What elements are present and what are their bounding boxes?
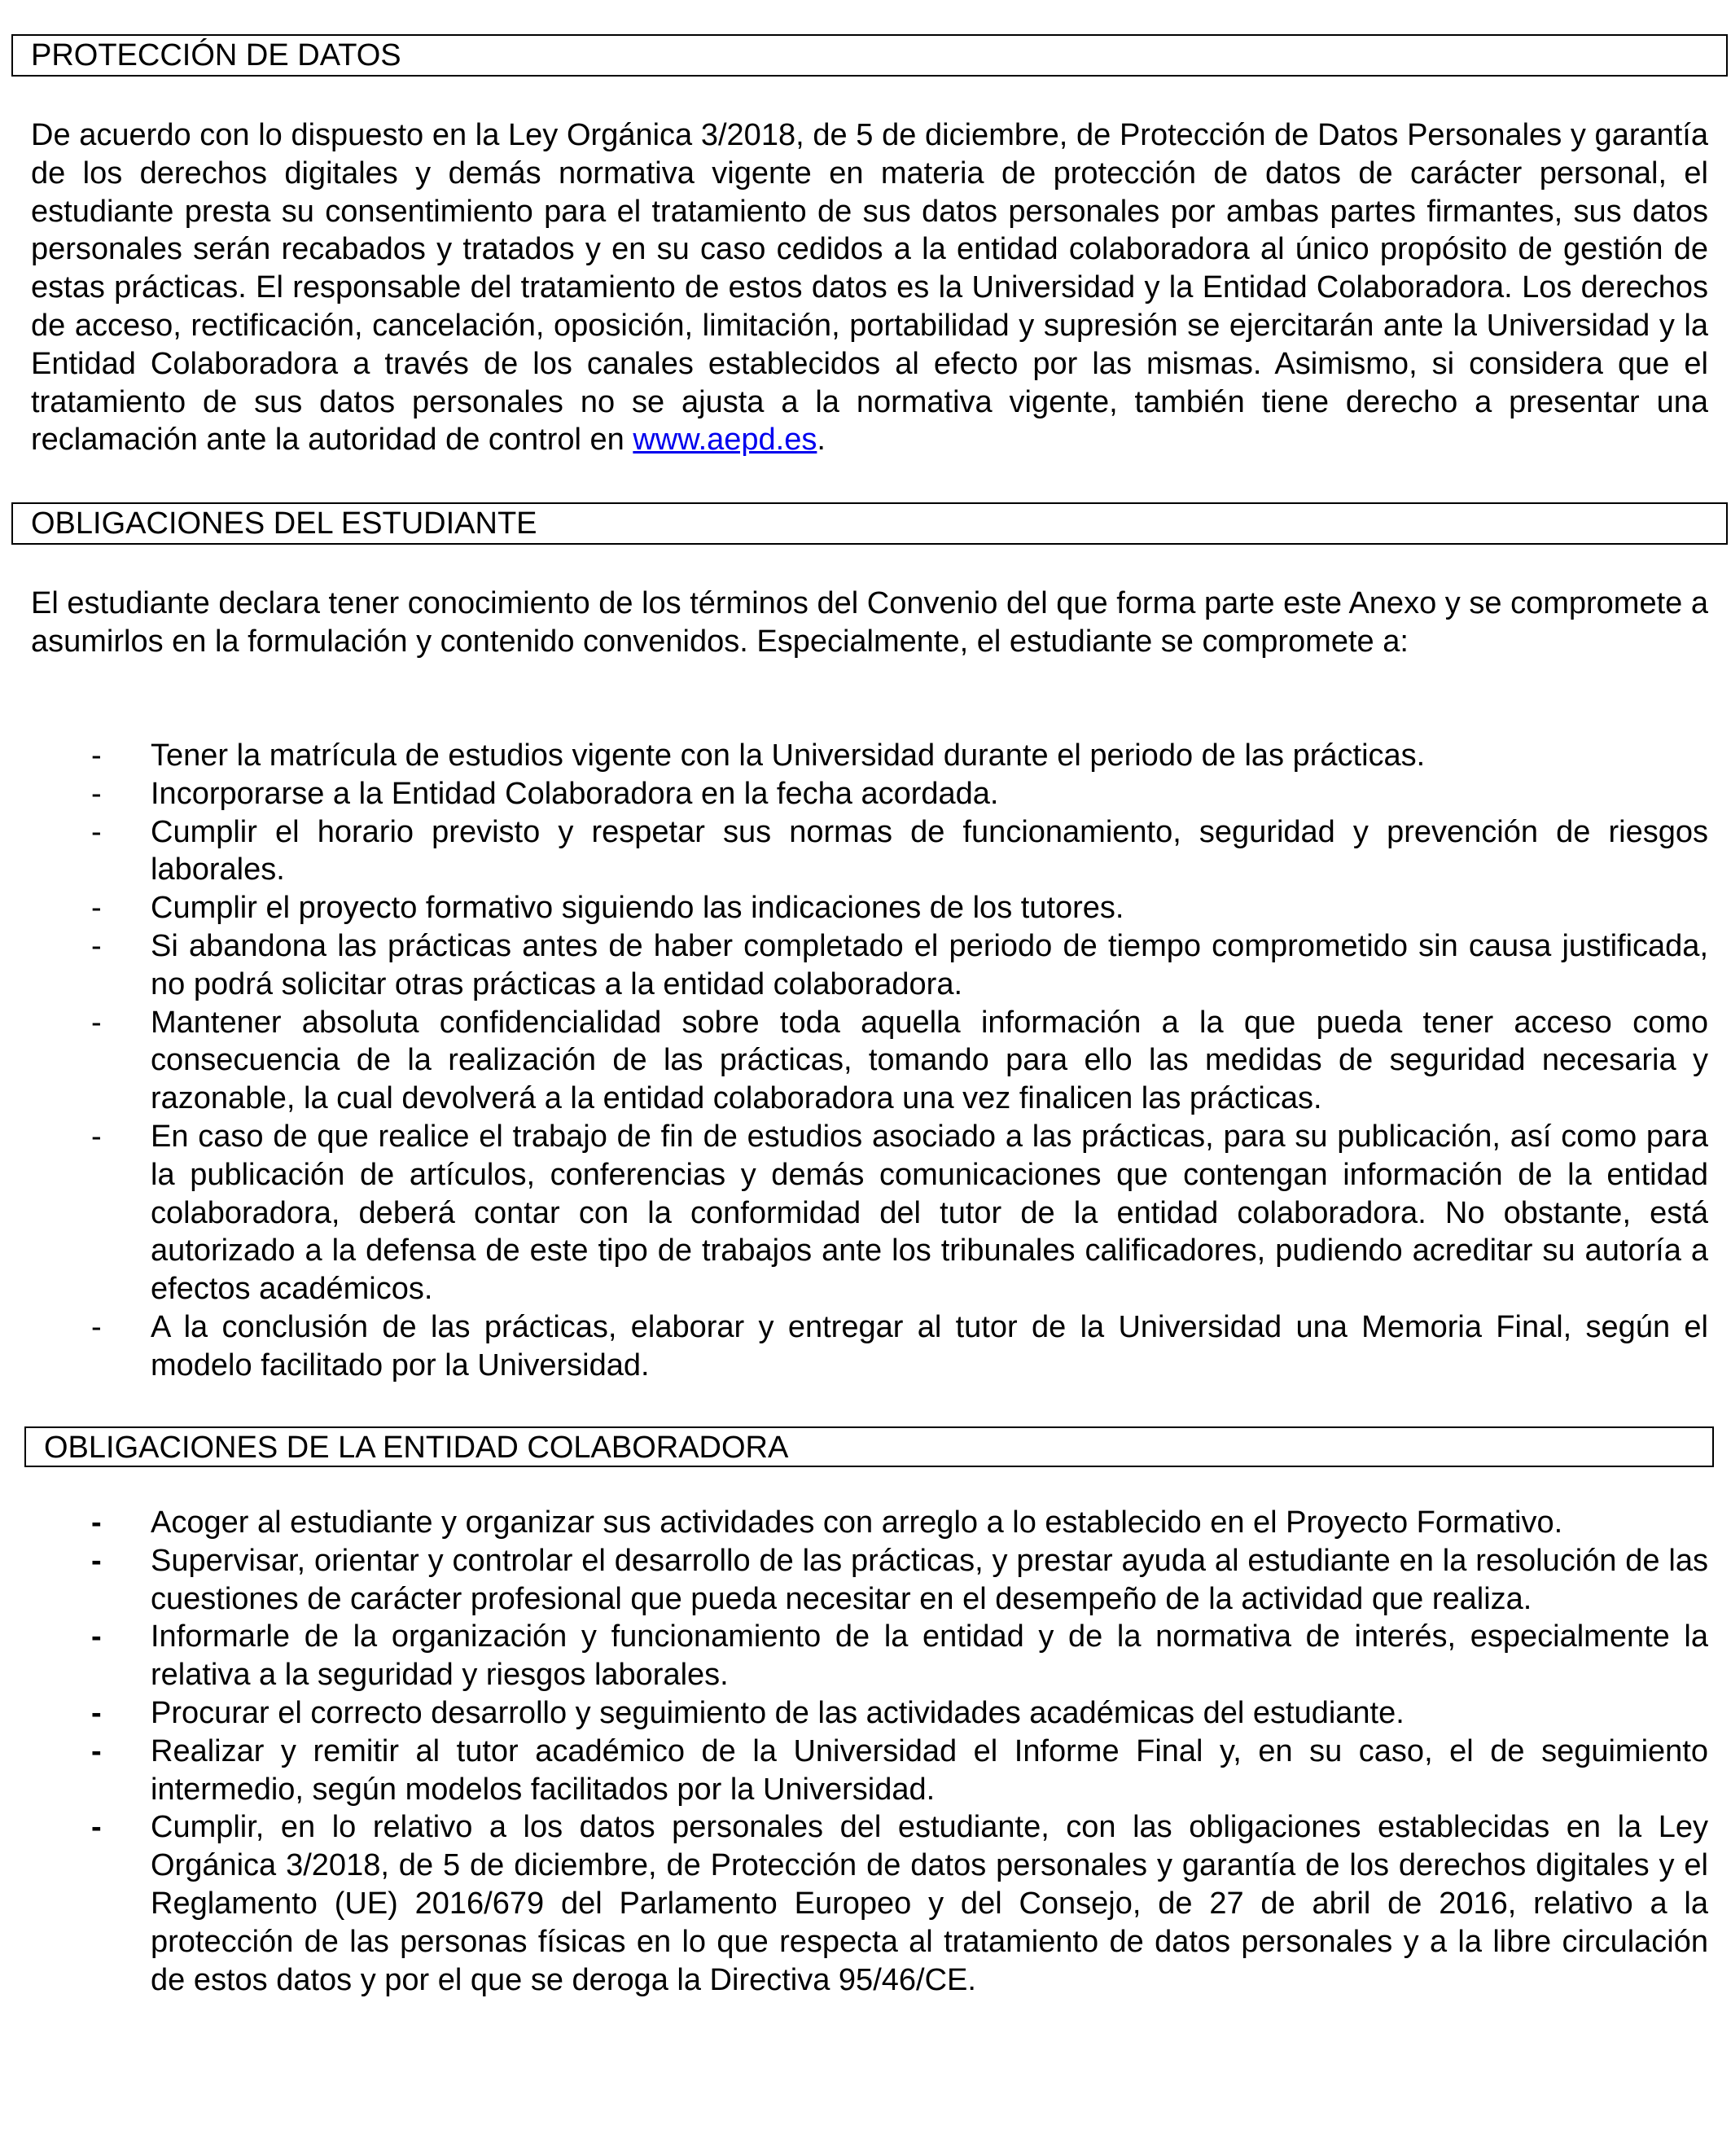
paragraph-obligaciones-estudiante-intro: El estudiante declara tener conocimiento de los términos del Convenio del que forma parte este Anexo y se compromete a asumirlos en la formulación y contenido convenidos. Especialmente, el estudiante se compromete a: [31,586,1708,659]
list-item-text: Informarle de la organización y funcionamiento de la entidad y de la normativa de interés, especialmente la relativa a la seguridad y riesgos laborales. [151,1619,1708,1693]
section-header-proteccion-datos: PROTECCIÓN DE DATOS [11,34,1728,77]
list-item [0,889,1708,927]
list-item [0,1118,1708,1308]
paragraph-proteccion-datos-text: De acuerdo con lo dispuesto en la Ley Orgánica 3/2018, de 5 de diciembre, de Protección de Datos Personales y garantía de los derechos digitales y demás normativa vigente en materia de protección de datos de carácter personal, el estudiante presta su consentimiento para el tratamiento de sus datos personales por ambas partes firmantes, sus datos personales serán recabados y tratados y en su caso cedidos a la entidad colaboradora al único propósito de gestión de estas prácticas. El responsable del tratamiento de estos datos es la Universidad y la Entidad Colaboradora. Los derechos de acceso, rectificación, cancelación, oposición, limitación, portabilidad y supresión se ejercitarán ante la Universidad y la Entidad Colaboradora a través de los canales establecidos al efecto por las mismas. Asimismo, si considera que el tratamiento de sus datos personales no se ajusta a la normativa vigente, también tiene derecho a presentar una reclamación ante la autoridad de control en [31,118,1708,458]
list-item [0,737,1708,775]
paragraph-proteccion-datos-end: . [817,423,826,458]
list-item [0,927,1708,1004]
list-bullet-dash: - [91,1119,102,1154]
list-item [0,1694,1708,1733]
list-item-text: Tener la matrícula de estudios vigente con la Universidad durante el periodo de las prácticas. [151,738,1426,773]
list-bullet-dash: - [91,891,102,926]
list-item-text: En caso de que realice el trabajo de fin de estudios asociado a las prácticas, para su publicación, así como para la publicación de artículos, conferencias y demás comunicaciones que contengan información de la entidad colaboradora, deberá contar con la conformidad del tutor de la entidad colaboradora. No obstante, está autorizado a la defensa de este tipo de trabajos ante los tribunales calificadores, pudiendo acreditar su autoría a efectos académicos. [151,1119,1708,1307]
list-item [0,1733,1708,1809]
list-item [0,1504,1708,1542]
list-item [0,1808,1708,1999]
section-header-obligaciones-estudiante: OBLIGACIONES DEL ESTUDIANTE [11,502,1728,545]
section-header-obligaciones-entidad: OBLIGACIONES DE LA ENTIDAD COLABORADORA [24,1426,1714,1467]
list-item [0,813,1708,890]
list-item-text: Realizar y remitir al tutor académico de la Universidad el Informe Final y, en su caso, el de seguimiento intermedio, según modelos facilitados por la Universidad. [151,1733,1708,1807]
list-item-text: Procurar el correcto desarrollo y seguimiento de las actividades académicas del estudiante. [151,1695,1405,1730]
list-bullet-dash: - [91,1733,102,1768]
list-item [0,1542,1708,1619]
list-bullet-dash: - [91,928,102,963]
list-item-text: A la conclusión de las prácticas, elaborar y entregar al tutor de la Universidad una Memoria Final, según el modelo facilitado por la Universidad. [151,1309,1708,1383]
list-item-text: Cumplir el horario previsto y respetar sus normas de funcionamiento, seguridad y prevención de riesgos laborales. [151,814,1708,887]
list-item [0,1618,1708,1694]
list-bullet-dash: - [91,1695,102,1730]
aepd-link[interactable]: www.aepd.es [633,423,817,458]
paragraph-proteccion-datos [31,116,1708,459]
obligaciones-entidad-list [0,1504,1710,1999]
list-item-text: Cumplir, en lo relativo a los datos personales del estudiante, con las obligaciones establecidas en la Ley Orgánica 3/2018, de 5 de diciembre, de Protección de datos personales y garantía de los derechos digitales y el Reglamento (UE) 2016/679 del Parlamento Europeo y del Consejo, de 27 de abril de 2016, relativo a la protección de las personas físicas en lo que respecta al tratamiento de datos personales y a la libre circulación de estos datos y por el que se deroga la Directiva 95/46/CE. [151,1810,1708,1997]
list-bullet-dash: - [91,1810,102,1845]
list-bullet-dash: - [91,1619,102,1654]
list-bullet-dash: - [91,776,102,811]
list-bullet-dash: - [91,1309,102,1344]
list-bullet-dash: - [91,1505,102,1540]
list-bullet-dash: - [91,1543,102,1578]
list-item [0,1004,1708,1118]
list-item-text: Supervisar, orientar y controlar el desarrollo de las prácticas, y prestar ayuda al estudiante en la resolución de las cuestiones de carácter profesional que pueda necesitar en el desempeño de la actividad que realiza. [151,1543,1708,1616]
list-item [0,1308,1708,1385]
list-bullet-dash: - [91,1005,102,1040]
list-item-text: Cumplir el proyecto formativo siguiendo las indicaciones de los tutores. [151,891,1124,926]
list-item-text: Incorporarse a la Entidad Colaboradora en la fecha acordada. [151,776,999,811]
list-item-text: Si abandona las prácticas antes de haber completado el periodo de tiempo comprometido sin causa justificada, no podrá solicitar otras prácticas a la entidad colaboradora. [151,928,1708,1001]
list-item [0,775,1708,813]
list-item-text: Mantener absoluta confidencialidad sobre toda aquella información a la que pueda tener acceso como consecuencia de la realización de las prácticas, tomando para ello las medidas de seguridad necesaria y razonable, la cual devolverá a la entidad colaboradora una vez finalicen las prácticas. [151,1005,1708,1116]
list-item-text: Acoger al estudiante y organizar sus actividades con arreglo a lo establecido en el Proyecto Formativo. [151,1505,1563,1540]
list-bullet-dash: - [91,814,102,849]
list-bullet-dash: - [91,738,102,773]
obligaciones-estudiante-list [0,737,1710,1385]
